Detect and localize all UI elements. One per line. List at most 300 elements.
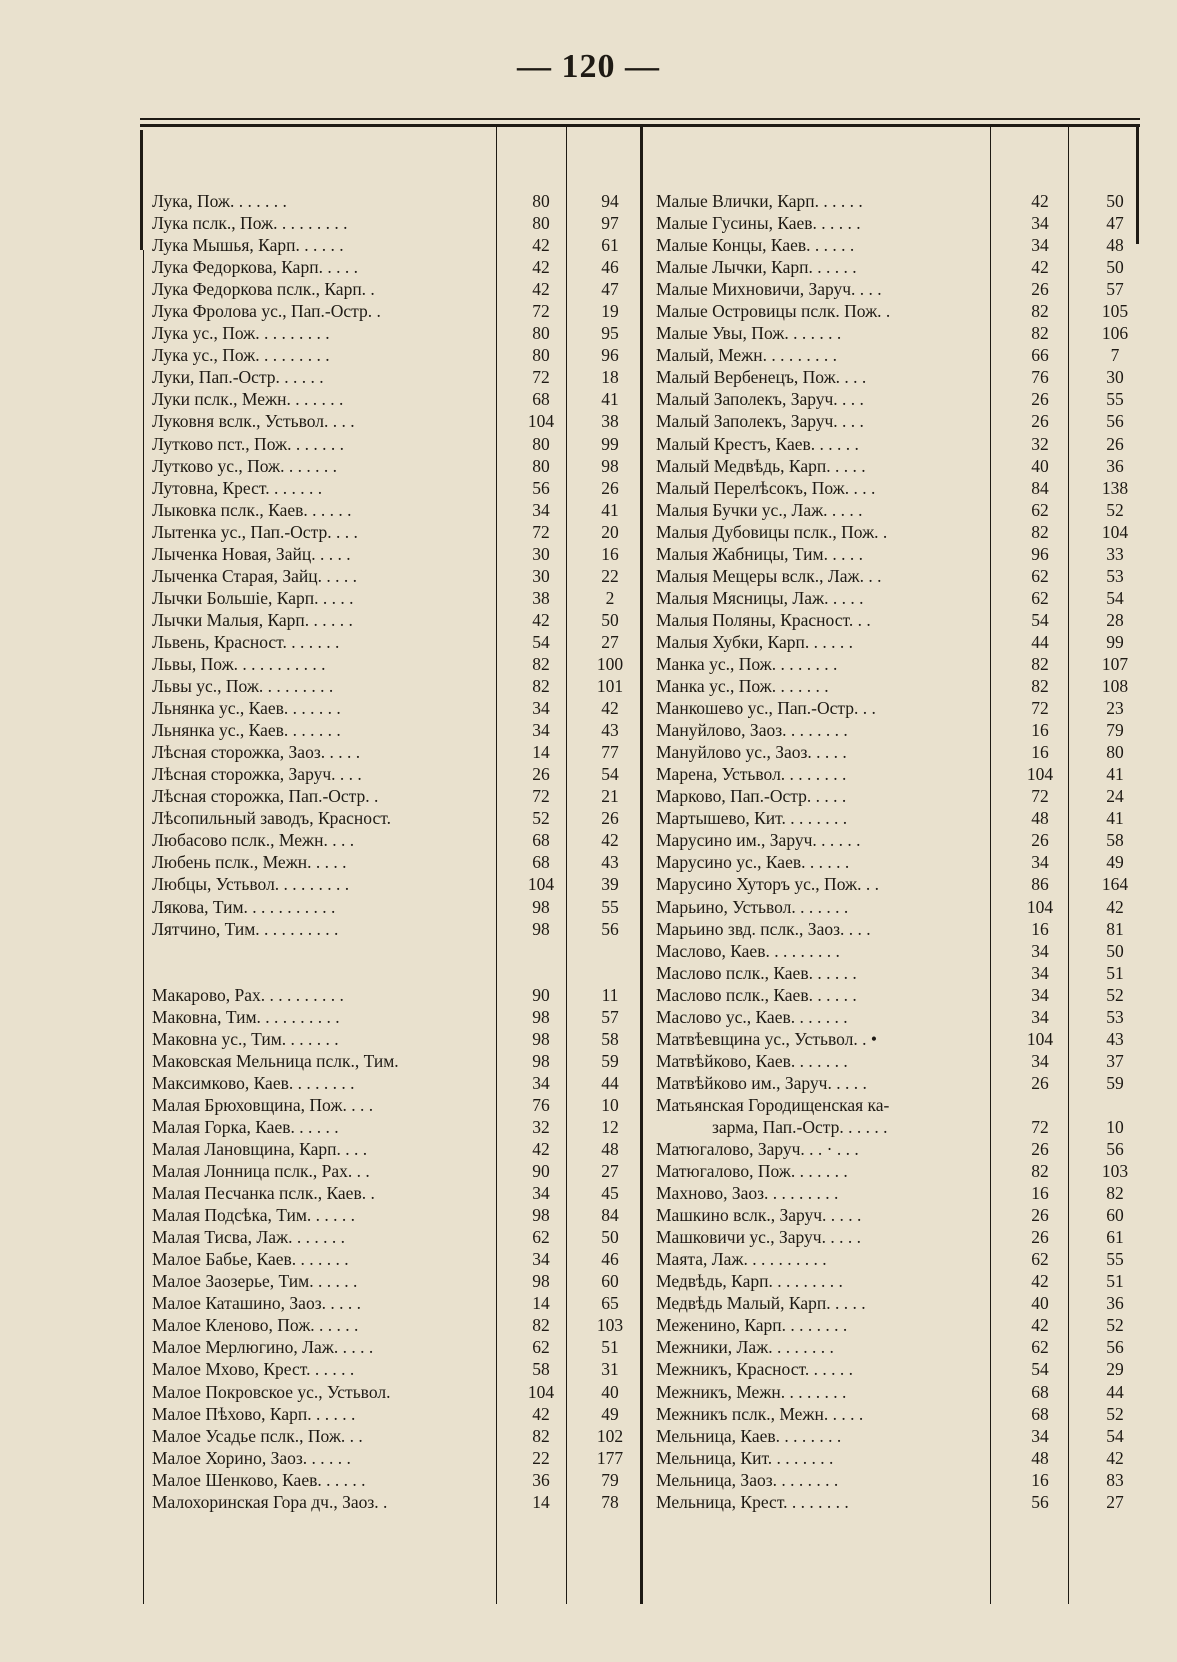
page-ref: 16 — [1031, 1183, 1049, 1204]
entry-number: 50 — [601, 1227, 619, 1248]
page-ref: 98 — [532, 896, 550, 917]
entry-number: 96 — [601, 345, 619, 366]
entry-number: 48 — [601, 1139, 619, 1160]
page-ref: 80 — [532, 323, 550, 344]
page-ref: 30 — [532, 543, 550, 564]
entry-number: 43 — [601, 852, 619, 873]
page-ref: 68 — [532, 830, 550, 851]
entry-number: 27 — [601, 1161, 619, 1182]
entry-number: 50 — [1106, 257, 1124, 278]
entry-number: 54 — [1106, 1425, 1124, 1446]
page-ref: 72 — [1031, 1116, 1049, 1137]
page-ref: 82 — [1031, 1161, 1049, 1182]
place-name: Льнянка ус., Каев. . . . . . . — [152, 720, 341, 741]
page-ref: 34 — [1031, 984, 1049, 1005]
page-ref: 16 — [1031, 720, 1049, 741]
place-name: Малыя Жабницы, Тим. . . . . — [656, 543, 863, 564]
place-name: Маята, Лаж. . . . . . . . . . — [656, 1249, 827, 1270]
place-name: Матюгалово, Заруч. . . · . . . — [656, 1139, 859, 1160]
place-name: Лука Фролова ус., Пап.-Остр. . — [152, 301, 381, 322]
entry-number: 84 — [601, 1205, 619, 1226]
page-ref: 48 — [1031, 1447, 1049, 1468]
page-ref: 42 — [1031, 191, 1049, 211]
entry-number: 24 — [1106, 786, 1124, 807]
entry-number: 51 — [601, 1337, 619, 1358]
page-ref: 56 — [532, 477, 550, 498]
place-name: Малая Тисва, Лаж. . . . . . . — [152, 1227, 345, 1248]
page-ref: 48 — [1031, 808, 1049, 829]
place-name: Малая Песчанка пслк., Каев. . — [152, 1183, 375, 1204]
page-ref: 62 — [1031, 587, 1049, 608]
place-name: Манка ус., Пож. . . . . . . . — [656, 653, 838, 674]
place-name: Малые Лычки, Карп. . . . . . — [656, 257, 857, 278]
entry-number: 50 — [601, 609, 619, 630]
page-ref: 34 — [532, 698, 550, 719]
place-name: Манка ус., Пож. . . . . . . — [656, 676, 829, 697]
page-ref: 98 — [532, 918, 550, 939]
place-name: Львы, Пож. . . . . . . . . . . — [152, 653, 326, 674]
page-ref: 80 — [532, 455, 550, 476]
page-ref: 34 — [532, 720, 550, 741]
entry-number: 164 — [1101, 874, 1129, 895]
page-ref: 72 — [532, 301, 550, 322]
page-ref: 90 — [532, 1161, 550, 1182]
place-name: Медвѣдь Малый, Карп. . . . . — [656, 1293, 866, 1314]
page-ref: 26 — [1031, 389, 1049, 410]
page-ref: 82 — [532, 1425, 550, 1446]
entry-number: 46 — [601, 257, 619, 278]
place-name: Матвѣйково, Каев. . . . . . . — [656, 1050, 848, 1071]
place-name: Малые Влички, Карп. . . . . . — [656, 191, 863, 211]
entry-number: 42 — [601, 830, 619, 851]
entry-number: 103 — [1101, 1161, 1129, 1182]
place-name: Малая Брюховщина, Пож. . . . — [152, 1094, 374, 1115]
entry-number: 100 — [596, 653, 624, 674]
place-name: Максимково, Каев. . . . . . . . — [152, 1072, 355, 1093]
place-name: Межники, Лаж. . . . . . . . — [656, 1337, 834, 1358]
page-ref: 34 — [1031, 852, 1049, 873]
page-ref: 14 — [532, 1491, 550, 1512]
place-name: Марусино ус., Каев. . . . . . — [656, 852, 850, 873]
place-name: Малое Шенково, Каев. . . . . . — [152, 1469, 366, 1490]
entry-number: 19 — [601, 301, 619, 322]
entry-number: 61 — [1106, 1227, 1124, 1248]
place-name: Мельница, Крест. . . . . . . . — [656, 1491, 849, 1512]
place-name: Матвѣйково им., Заруч. . . . . — [656, 1072, 867, 1093]
entry-number: 65 — [601, 1293, 619, 1314]
page-ref: 72 — [532, 367, 550, 388]
entry-number: 41 — [601, 499, 619, 520]
entry-number: 47 — [1106, 213, 1124, 234]
place-name: Маковна, Тим. . . . . . . . . . — [152, 1006, 340, 1027]
entry-number: 43 — [601, 720, 619, 741]
entry-number: 58 — [601, 1028, 619, 1049]
place-name: Малый Медвѣдь, Карп. . . . . — [656, 455, 866, 476]
page-ref: 82 — [532, 676, 550, 697]
page-ref: 82 — [1031, 323, 1049, 344]
entry-number: 41 — [1106, 764, 1124, 785]
entry-number: 77 — [601, 742, 619, 763]
page-ref: 16 — [1031, 1469, 1049, 1490]
entry-number: 177 — [596, 1447, 624, 1468]
page-ref: 82 — [532, 1315, 550, 1336]
entry-number: 55 — [1106, 389, 1124, 410]
entry-number: 52 — [1106, 984, 1124, 1005]
page-ref: 26 — [1031, 279, 1049, 300]
place-name: Малый, Межн. . . . . . . . . — [656, 345, 838, 366]
page-ref: 14 — [532, 1293, 550, 1314]
page-ref: 58 — [532, 1359, 550, 1380]
place-name: Малое Хорино, Заоз. . . . . . — [152, 1447, 351, 1468]
place-name: Маслово пслк., Каев. . . . . . — [656, 962, 857, 983]
page-ref: 32 — [1031, 433, 1049, 454]
place-name: Малое Усадье пслк., Пож. . . — [152, 1425, 363, 1446]
entry-number: 36 — [1106, 1293, 1124, 1314]
place-name: Марусино Хуторъ ус., Пож. . . — [656, 874, 879, 895]
place-name: Львень, Красност. . . . . . . — [152, 631, 340, 652]
place-name: Лычки Малыя, Карп. . . . . . — [152, 609, 353, 630]
column-divider — [990, 124, 991, 1604]
entry-number: 79 — [1106, 720, 1124, 741]
entry-number: 79 — [601, 1469, 619, 1490]
page-ref: 34 — [532, 499, 550, 520]
index-table — [0, 124, 1177, 1604]
place-name: Любасово пслк., Межн. . . . — [152, 830, 355, 851]
place-name: Луки, Пап.-Остр. . . . . . — [152, 367, 324, 388]
place-name: Малый Перелѣсокъ, Пож. . . . — [656, 477, 876, 498]
page-ref: 104 — [1026, 1028, 1054, 1049]
entry-number: 60 — [601, 1271, 619, 1292]
place-name: Луки пслк., Межн. . . . . . . — [152, 389, 344, 410]
entry-number: 10 — [1106, 1116, 1124, 1137]
page-ref: 62 — [1031, 499, 1049, 520]
place-name: Малая Лонница пслк., Рах. . . — [152, 1161, 370, 1182]
entry-number: 54 — [1106, 587, 1124, 608]
place-name: Межникъ, Красност. . . . . . — [656, 1359, 853, 1380]
entry-number: 55 — [1106, 1249, 1124, 1270]
page-ref: 42 — [532, 1403, 550, 1424]
place-name: Мельница, Заоз. . . . . . . . — [656, 1469, 839, 1490]
page-ref: 82 — [1031, 521, 1049, 542]
page-ref: 66 — [1031, 345, 1049, 366]
place-name: Лѣсопильный заводъ, Красност. — [152, 808, 391, 829]
page-ref: 26 — [1031, 411, 1049, 432]
entry-number: 45 — [601, 1183, 619, 1204]
place-name: Малое Бабье, Каев. . . . . . . — [152, 1249, 349, 1270]
place-name: Малыя Хубки, Карп. . . . . . — [656, 631, 853, 652]
page-ref: 30 — [532, 565, 550, 586]
page-ref: 54 — [532, 631, 550, 652]
entry-number: 82 — [1106, 1183, 1124, 1204]
place-name: Малый Заполекъ, Заруч. . . . — [656, 411, 864, 432]
entry-number: 12 — [601, 1116, 619, 1137]
place-name: Лѣсная сторожка, Заоз. . . . . — [152, 742, 361, 763]
page-ref: 98 — [532, 1271, 550, 1292]
page-ref: 40 — [1031, 1293, 1049, 1314]
page-ref: 42 — [1031, 257, 1049, 278]
place-name: Малое Кленово, Пож. . . . . . — [152, 1315, 359, 1336]
page-ref: 104 — [527, 1381, 555, 1402]
place-name: Любцы, Устьвол. . . . . . . . . — [152, 874, 350, 895]
entry-number: 78 — [601, 1491, 619, 1512]
page-ref: 42 — [532, 279, 550, 300]
entry-number: 28 — [1106, 609, 1124, 630]
entry-number: 57 — [1106, 279, 1124, 300]
place-name: Лятчино, Тим. . . . . . . . . . — [152, 918, 339, 939]
place-name: Малые Островицы пслк. Пож. . — [656, 301, 891, 322]
entry-number: 60 — [1106, 1205, 1124, 1226]
entry-number: 57 — [601, 1006, 619, 1027]
entry-number: 41 — [601, 389, 619, 410]
place-name: Марена, Устьвол. . . . . . . . — [656, 764, 847, 785]
page-ref: 98 — [532, 1205, 550, 1226]
entry-number: 51 — [1106, 962, 1124, 983]
place-name: Лука Мышья, Карп. . . . . . — [152, 235, 344, 256]
page-ref: 36 — [532, 1469, 550, 1490]
entry-number: 27 — [1106, 1491, 1124, 1512]
entry-number: 56 — [1106, 1139, 1124, 1160]
entry-number: 33 — [1106, 543, 1124, 564]
entry-number: 105 — [1101, 301, 1129, 322]
place-name: Малый Заполекъ, Заруч. . . . — [656, 389, 864, 410]
place-name: Малыя Мещеры вслк., Лаж. . . — [656, 565, 882, 586]
place-name: Лука Федоркова пслк., Карп. . — [152, 279, 375, 300]
place-name: Малое Заозерье, Тим. . . . . . — [152, 1271, 358, 1292]
entry-number: 47 — [601, 279, 619, 300]
entry-number: 104 — [1101, 521, 1129, 542]
entry-number: 101 — [596, 676, 624, 697]
entry-number: 52 — [1106, 1403, 1124, 1424]
entry-number: 53 — [1106, 1006, 1124, 1027]
place-name: Малое Каташино, Заоз. . . . . — [152, 1293, 361, 1314]
place-name: Марусино им., Заруч. . . . . . — [656, 830, 861, 851]
page-ref: 32 — [532, 1116, 550, 1137]
place-name: Малохоринская Гора дч., Заоз. . — [152, 1491, 388, 1512]
place-name: Матвѣевщина ус., Устьвол. . • — [656, 1028, 878, 1049]
page-ref: 22 — [532, 1447, 550, 1468]
page-ref: 54 — [1031, 609, 1049, 630]
place-name: Малая Лановщина, Карп. . . . — [152, 1139, 368, 1160]
entry-number: 99 — [1106, 631, 1124, 652]
page-ref: 104 — [527, 874, 555, 895]
page-ref: 90 — [532, 984, 550, 1005]
place-name: Мельница, Кит. . . . . . . . — [656, 1447, 834, 1468]
page-ref: 62 — [1031, 1337, 1049, 1358]
place-name: Малыя Дубовицы пслк., Пож. . — [656, 521, 888, 542]
page-ref: 34 — [532, 1183, 550, 1204]
entry-number: 50 — [1106, 940, 1124, 961]
page-ref: 34 — [532, 1249, 550, 1270]
page-ref: 72 — [1031, 698, 1049, 719]
place-name: Лука пслк., Пож. . . . . . . . . — [152, 213, 348, 234]
place-name: Матьянская Городищенская ка- — [656, 1094, 890, 1115]
entry-number: 99 — [601, 433, 619, 454]
page-ref: 82 — [532, 653, 550, 674]
page-ref: 72 — [1031, 786, 1049, 807]
page-ref: 98 — [532, 1050, 550, 1071]
place-name: Мартышево, Кит. . . . . . . . — [656, 808, 848, 829]
place-name: Лука ус., Пож. . . . . . . . . — [152, 323, 330, 344]
page-ref: 42 — [532, 1139, 550, 1160]
page-ref: 84 — [1031, 477, 1049, 498]
page-ref: 26 — [1031, 1072, 1049, 1093]
page-ref: 68 — [532, 389, 550, 410]
entry-number: 26 — [1106, 433, 1124, 454]
place-name: Луковня вслк., Устьвол. . . . — [152, 411, 355, 432]
place-name: Малыя Мясницы, Лаж. . . . . — [656, 587, 864, 608]
place-name: Мельница, Каев. . . . . . . . — [656, 1425, 842, 1446]
place-name: Марково, Пап.-Остр. . . . . — [656, 786, 847, 807]
place-name: Мануйлово ус., Заоз. . . . . — [656, 742, 847, 763]
place-name: Львы ус., Пож. . . . . . . . . — [152, 676, 334, 697]
page-ref: 38 — [532, 587, 550, 608]
entry-number: 56 — [601, 918, 619, 939]
place-name: Малое Пѣхово, Карп. . . . . . — [152, 1403, 356, 1424]
page-ref: 82 — [1031, 301, 1049, 322]
place-name: Малый Крестъ, Каев. . . . . . — [656, 433, 859, 454]
place-name: Лука Федоркова, Карп. . . . . — [152, 257, 358, 278]
page-ref: 104 — [1026, 764, 1054, 785]
place-name: Лычки Большіе, Карп. . . . . — [152, 587, 354, 608]
page-ref: 62 — [532, 1227, 550, 1248]
place-name: Меженино, Карп. . . . . . . . — [656, 1315, 848, 1336]
place-name: Маслово, Каев. . . . . . . . . — [656, 940, 840, 961]
entry-number: 98 — [601, 455, 619, 476]
place-name: Лутково пст., Пож. . . . . . . — [152, 433, 344, 454]
page-ref: 26 — [1031, 830, 1049, 851]
page-ref: 42 — [1031, 1315, 1049, 1336]
place-name: Лука ус., Пож. . . . . . . . . — [152, 345, 330, 366]
place-name: Малое Мерлюгино, Лаж. . . . . — [152, 1337, 374, 1358]
entry-number: 49 — [601, 1403, 619, 1424]
page-ref: 98 — [532, 1028, 550, 1049]
place-name: Льнянка ус., Каев. . . . . . . — [152, 698, 341, 719]
place-name: Маковская Мельница пслк., Тим. — [152, 1050, 399, 1071]
top-rule — [140, 118, 1140, 120]
page-ref: 80 — [532, 433, 550, 454]
entry-number: 36 — [1106, 455, 1124, 476]
page-ref: 44 — [1031, 631, 1049, 652]
place-name: Любень пслк., Межн. . . . . — [152, 852, 347, 873]
entry-number: 42 — [1106, 1447, 1124, 1468]
entry-number: 38 — [601, 411, 619, 432]
place-name: Маковна ус., Тим. . . . . . . — [152, 1028, 339, 1049]
place-name: Матюгалово, Пож. . . . . . . — [656, 1161, 848, 1182]
place-name: Лыченка Новая, Зайц. . . . . — [152, 543, 351, 564]
page-ref: 76 — [1031, 367, 1049, 388]
page-ref: 56 — [1031, 1491, 1049, 1512]
place-name: Лутково ус., Пож. . . . . . . — [152, 455, 338, 476]
entry-number: 106 — [1101, 323, 1129, 344]
place-name: Малая Подсѣка, Тим. . . . . . — [152, 1205, 356, 1226]
place-name: Лытенка ус., Пап.-Остр. . . . — [152, 521, 358, 542]
entry-number: 7 — [1110, 345, 1120, 366]
entry-number: 108 — [1101, 676, 1129, 697]
page-ref: 26 — [1031, 1139, 1049, 1160]
entry-number: 81 — [1106, 918, 1124, 939]
left-border-thin — [143, 250, 144, 1604]
entry-number: 50 — [1106, 191, 1124, 211]
place-name: Малое Мхово, Крест. . . . . . — [152, 1359, 355, 1380]
page-ref: 34 — [1031, 1006, 1049, 1027]
place-name: Малыя Бучки ус., Лаж. . . . . — [656, 499, 863, 520]
place-name: Машковичи ус., Заруч. . . . . — [656, 1227, 861, 1248]
page-ref: 26 — [532, 764, 550, 785]
page-ref: 34 — [1031, 962, 1049, 983]
place-name: Маслово ус., Каев. . . . . . . — [656, 1006, 848, 1027]
place-name: Лякова, Тим. . . . . . . . . . . — [152, 896, 336, 917]
page-ref: 96 — [1031, 543, 1049, 564]
page-ref: 62 — [1031, 1249, 1049, 1270]
entry-number: 42 — [601, 698, 619, 719]
entry-number: 31 — [601, 1359, 619, 1380]
entry-number: 51 — [1106, 1271, 1124, 1292]
page-ref: 86 — [1031, 874, 1049, 895]
page-ref: 42 — [532, 235, 550, 256]
page-ref: 16 — [1031, 918, 1049, 939]
page-ref: 34 — [1031, 1425, 1049, 1446]
place-name: Манкошево ус., Пап.-Остр. . . — [656, 698, 876, 719]
entry-number: 18 — [601, 367, 619, 388]
entry-number: 46 — [601, 1249, 619, 1270]
place-name: Макарово, Рах. . . . . . . . . . — [152, 984, 344, 1005]
page-ref: 14 — [532, 742, 550, 763]
page-ref: 16 — [1031, 742, 1049, 763]
page-ref: 82 — [1031, 653, 1049, 674]
entry-number: 49 — [1106, 852, 1124, 873]
entry-number: 21 — [601, 786, 619, 807]
place-name: Лука, Пож. . . . . . . — [152, 191, 287, 211]
entry-number: 53 — [1106, 565, 1124, 586]
place-name: Марьино звд. пслк., Заоз. . . . — [656, 918, 871, 939]
page-ref: 42 — [1031, 1271, 1049, 1292]
entry-number: 138 — [1101, 477, 1129, 498]
entry-number: 27 — [601, 631, 619, 652]
place-name: Малый Вербенецъ, Пож. . . . — [656, 367, 867, 388]
entry-number: 52 — [1106, 499, 1124, 520]
page-ref: 42 — [532, 609, 550, 630]
page-ref: 98 — [532, 1006, 550, 1027]
page-number: — 120 — — [517, 48, 660, 85]
place-name: Малое Покровское ус., Устьвол. — [152, 1381, 391, 1402]
left-border — [140, 130, 143, 250]
page-ref: 72 — [532, 786, 550, 807]
page-ref: 104 — [1026, 896, 1054, 917]
place-name: Малая Горка, Каев. . . . . . — [152, 1116, 339, 1137]
entry-number: 83 — [1106, 1469, 1124, 1490]
page-ref: 68 — [1031, 1381, 1049, 1402]
page-ref: 68 — [1031, 1403, 1049, 1424]
place-name: Малые Увы, Пож. . . . . . . — [656, 323, 842, 344]
entry-number: 20 — [601, 521, 619, 542]
entry-number: 52 — [1106, 1315, 1124, 1336]
entry-number: 48 — [1106, 235, 1124, 256]
place-name: Медвѣдь, Карп. . . . . . . . . — [656, 1271, 843, 1292]
entry-number: 59 — [1106, 1072, 1124, 1093]
entry-number: 54 — [601, 764, 619, 785]
entry-number: 102 — [596, 1425, 624, 1446]
entry-number: 26 — [601, 477, 619, 498]
entry-number: 22 — [601, 565, 619, 586]
entry-number: 80 — [1106, 742, 1124, 763]
place-name: Мануйлово, Заоз. . . . . . . . — [656, 720, 848, 741]
page-ref: 54 — [1031, 1359, 1049, 1380]
page-ref: 68 — [532, 852, 550, 873]
place-name: Марьино, Устьвол. . . . . . . — [656, 896, 849, 917]
entry-number: 11 — [601, 984, 619, 1005]
page-ref: 34 — [1031, 213, 1049, 234]
entry-number: 56 — [1106, 1337, 1124, 1358]
